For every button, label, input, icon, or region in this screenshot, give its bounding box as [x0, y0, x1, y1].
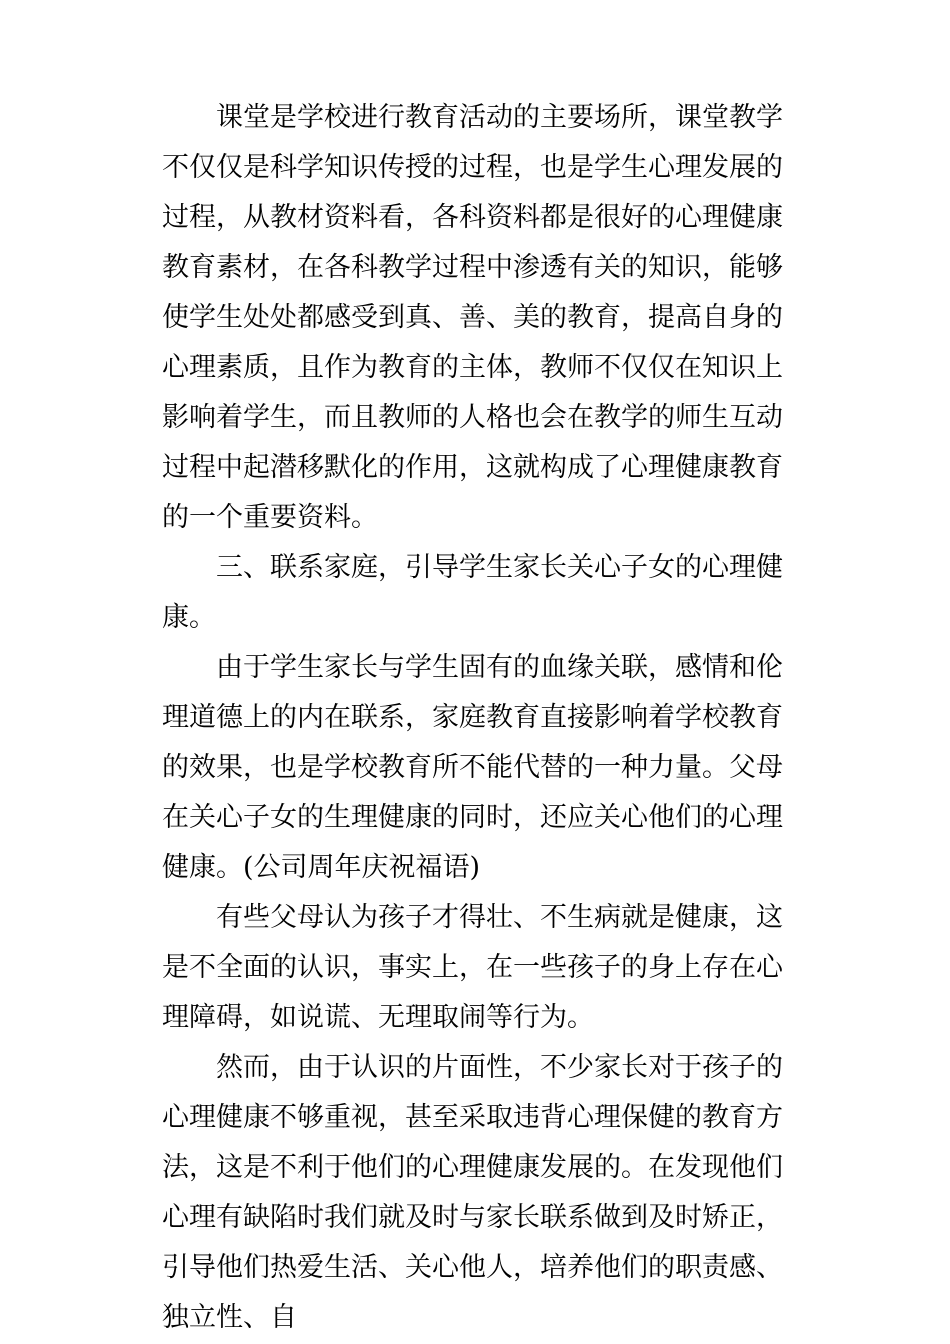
paragraph-family-education: 由于学生家长与学生固有的血缘关联，感情和伦理道德上的内在联系，家庭教育直接影响着学校教育的效果，也是学校教育所不能代替的一种力量。父母在关心子女的生理健康的同时，还应关心他们的心理健康。(公司周年庆祝福语) [162, 652, 783, 883]
paragraph-classroom-teaching: 课堂是学校进行教育活动的主要场所，课堂教学不仅仅是科学知识传授的过程，也是学生心理发展的过程，从教材资料看，各科资料都是很好的心理健康教育素材，在各科教学过程中渗透有关的知识，能够使学生处处都感受到真、善、美的教育，提高自身的心理素质，且作为教育的主体，教师不仅仅在知识上影响着学生，而且教师的人格也会在教学的师生互动过程中起潜移默化的作用，这就构成了心理健康教育的一个重要资料。 [162, 102, 783, 533]
document-body [162, 93, 802, 1343]
paragraph-parent-attention: 然而，由于认识的片面性，不少家长对于孩子的心理健康不够重视，甚至采取违背心理保健的教育方法，这是不利于他们的心理健康发展的。在发现他们心理有缺陷时我们就及时与家长联系做到及时矫正，引导他们热爱生活、关心他人，培养他们的职责感、独立性、自 [162, 1052, 783, 1333]
paragraph-parent-views: 有些父母认为孩子才得壮、不生病就是健康，这是不全面的认识，事实上，在一些孩子的身上存在心理障碍，如说谎、无理取闹等行为。 [162, 902, 783, 1033]
section-heading-family: 三、联系家庭，引导学生家长关心子女的心理健康。 [162, 552, 783, 633]
